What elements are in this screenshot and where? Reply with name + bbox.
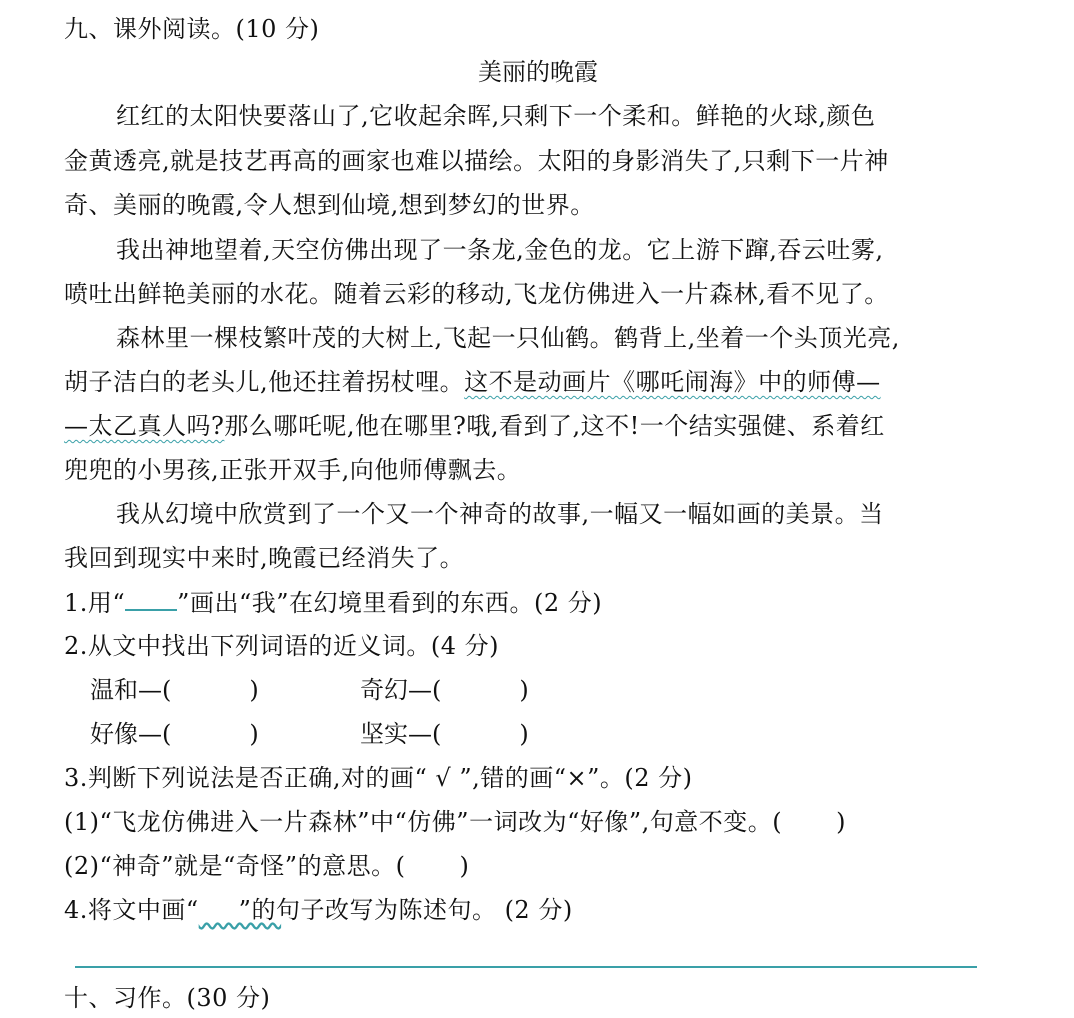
straight-underline-sample — [125, 587, 177, 611]
synonym-word: 奇幻—( — [360, 676, 442, 704]
paragraph-1-line-1: 红红的太阳快要落山了,它收起余晖,只剩下一个柔和。鲜艳的火球,颜色 — [116, 102, 876, 130]
question-1-text-after: ”画出“我”在幻境里看到的东西。(2 分) — [177, 589, 603, 617]
wavy-underlined-sentence-part-1: 这不是动画片《哪吒闹海》中的师傅— — [464, 368, 881, 396]
question-3-statement-2 — [64, 851, 469, 881]
close-paren: ) — [459, 852, 470, 880]
close-paren: ) — [249, 720, 259, 748]
wavy-underlined-sentence-part-2: —太乙真人吗? — [64, 412, 225, 440]
paragraph-4-line-1: 我从幻境中欣赏到了一个又一个神奇的故事,一幅又一幅如画的美景。当 — [116, 500, 884, 528]
paragraph-1-line-3: 奇、美丽的晚霞,令人想到仙境,想到梦幻的世界。 — [64, 191, 595, 219]
question-4 — [64, 895, 573, 925]
synonym-word: 温和—( — [90, 676, 172, 704]
paragraph-3-line-3-plain: 那么哪吒呢,他在哪里?哦,看到了,这不!一个结实强健、系着红 — [224, 412, 885, 440]
paragraph-3-line-2-plain: 胡子洁白的老头儿,他还拄着拐杖哩。 — [64, 368, 465, 396]
close-paren: ) — [519, 676, 529, 704]
question-1 — [64, 587, 602, 618]
answer-line[interactable] — [75, 966, 977, 968]
close-paren: ) — [249, 676, 259, 704]
question-2: 2.从文中找出下列词语的近义词。(4 分) — [64, 632, 500, 660]
synonym-item-wenhe — [90, 675, 259, 705]
question-3-statement-1 — [64, 807, 846, 837]
question-4-text-after: ”的句子改写为陈述句。 (2 分) — [238, 896, 573, 924]
synonym-item-jianshi — [360, 719, 529, 749]
paragraph-3-line-3 — [64, 411, 885, 441]
close-paren: ) — [836, 808, 846, 836]
paragraph-3-line-4: 兜兜的小男孩,正张开双手,向他师傅飘去。 — [64, 456, 522, 484]
statement-2-text: (2)“神奇”就是“奇怪”的意思。( — [64, 852, 406, 880]
question-1-text-before: 1.用“ — [64, 589, 126, 617]
paragraph-4-line-2: 我回到现实中来时,晚霞已经消失了。 — [64, 544, 465, 572]
section-9-heading: 九、课外阅读。(10 分) — [64, 15, 320, 43]
paragraph-2-line-1: 我出神地望着,天空仿佛出现了一条龙,金色的龙。它上游下蹿,吞云吐雾, — [116, 236, 884, 264]
passage-title: 美丽的晚霞 — [478, 58, 598, 86]
synonym-item-qihuan — [360, 675, 529, 705]
paragraph-1-line-2: 金黄透亮,就是技艺再高的画家也难以描绘。太阳的身影消失了,只剩下一片神 — [64, 147, 889, 175]
synonym-word: 坚实—( — [360, 720, 442, 748]
paragraph-3-line-1: 森林里一棵枝繁叶茂的大树上,飞起一只仙鹤。鹤背上,坐着一个头顶光亮, — [116, 324, 900, 352]
question-3: 3.判断下列说法是否正确,对的画“ √ ”,错的画“×”。(2 分) — [64, 764, 693, 792]
close-paren: ) — [519, 720, 529, 748]
statement-1-text: (1)“飞龙仿佛进入一片森林”中“仿佛”一词改为“好像”,句意不变。( — [64, 808, 783, 836]
section-10-heading: 十、习作。(30 分) — [64, 984, 271, 1012]
paragraph-2-line-2: 喷吐出鲜艳美丽的水花。随着云彩的移动,飞龙仿佛进入一片森林,看不见了。 — [64, 280, 889, 308]
synonym-item-haoxiang — [90, 719, 259, 749]
synonym-word: 好像—( — [90, 720, 172, 748]
paragraph-3-line-2 — [64, 367, 881, 397]
question-4-text-before: 4.将文中画“ — [64, 896, 199, 924]
wavy-underline-sample — [199, 895, 239, 917]
